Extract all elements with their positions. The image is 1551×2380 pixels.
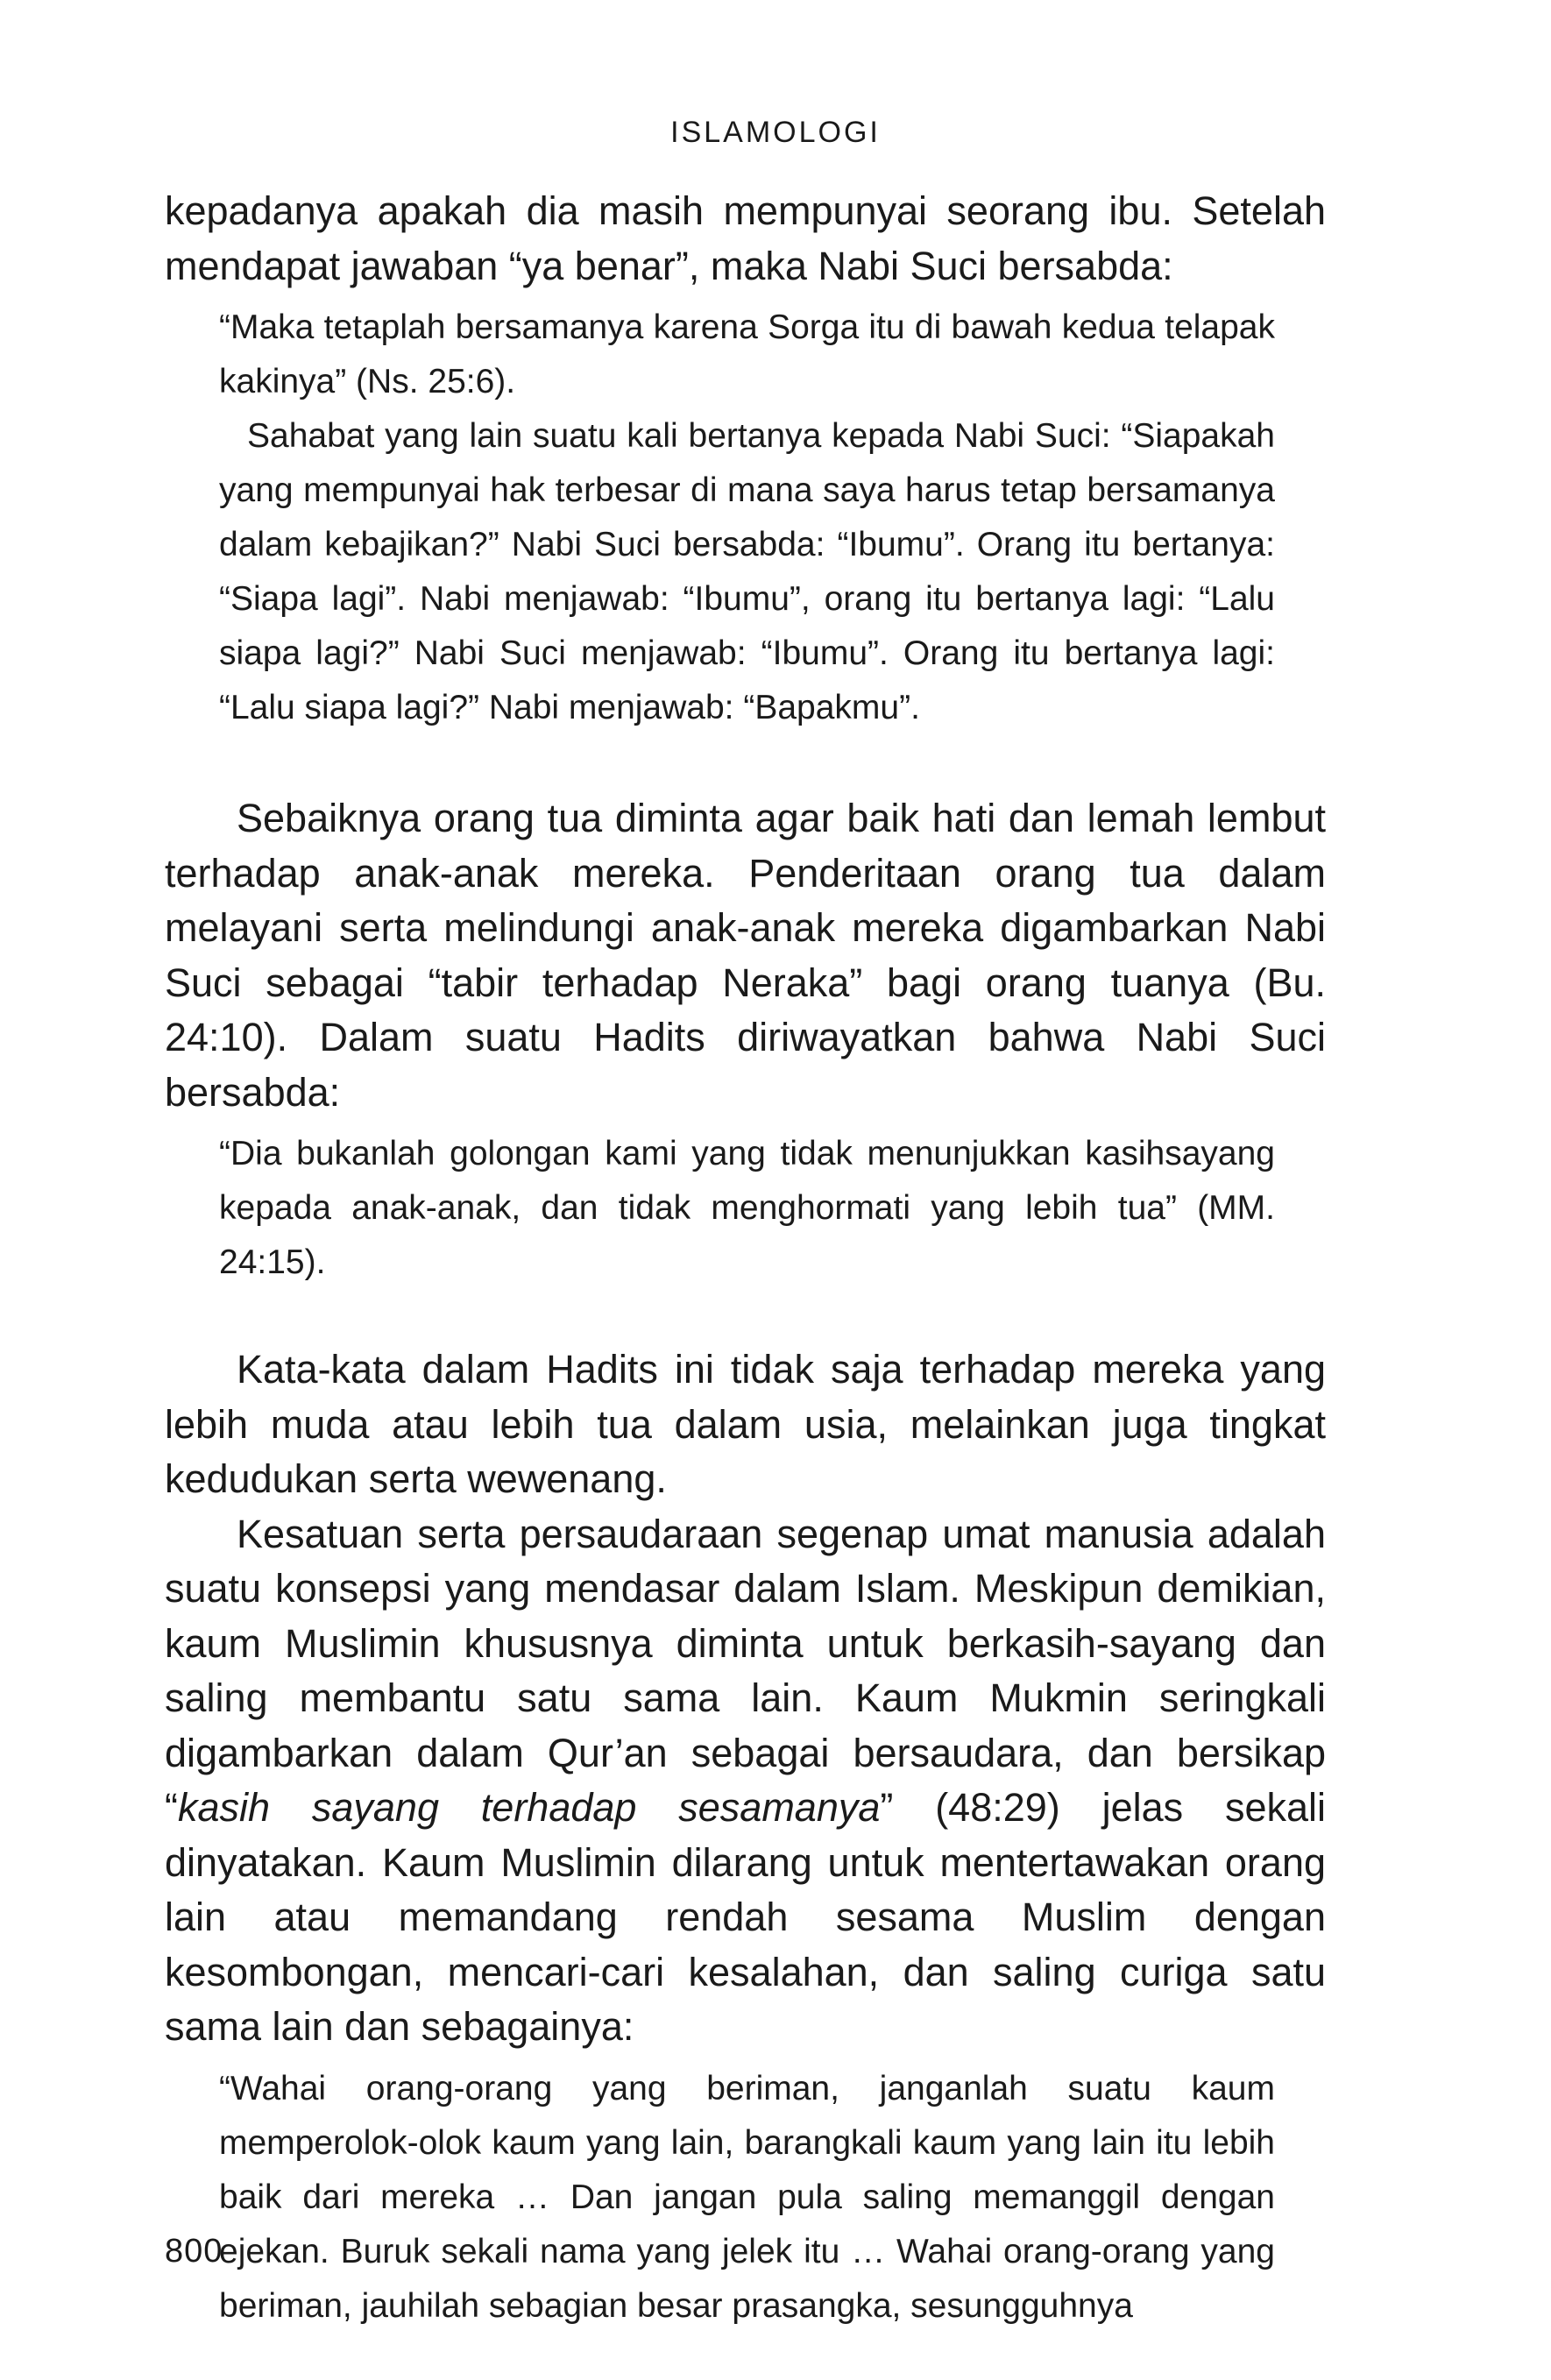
quran-emphasis: kasih sayang terhadap sesamanya xyxy=(178,1785,881,1830)
paragraph-brotherhood-end: ” (48:29) jelas sekali dinyatakan. Kaum Muslimin dilarang untuk mentertawakan orang lain atau memandang rendah sesama Muslim dengan kesombongan, mencari-cari kesalahan, dan saling curiga satu sama lain dan sebagainya: xyxy=(165,1785,1327,2049)
page-body xyxy=(165,184,1326,2334)
hadith-quote-1: “Maka tetaplah bersamanya karena Sorga itu di bawah kedua telapak kakinya” (Ns. 25:6). xyxy=(219,308,1275,400)
running-header: ISLAMOLOGI xyxy=(670,116,881,149)
hadith-quote-3: “Dia bukanlah golongan kami yang tidak menunjukkan kasihsayang kepada anak-anak, dan tidak menghormati yang lebih tua” (MM. 24:15). xyxy=(219,1135,1275,1281)
paragraph-brotherhood-start: Kesatuan serta persaudaraan segenap umat manusia adalah suatu konsepsi yang mendasar dalam Islam. Meskipun demikian, kaum Muslimin khususnya diminta untuk berkasih-sayang dan saling membantu satu sama lain. Kaum Mukmin seringkali digambarkan dalam Qur’an sebagai bersaudara, dan bersikap “ xyxy=(165,1511,1326,1830)
paragraph-continuation: kepadanya apakah dia masih mempunyai seorang ibu. Setelah mendapat jawaban “ya benar”, maka Nabi Suci bersabda: xyxy=(165,188,1326,288)
paragraph-brotherhood xyxy=(165,1507,1326,2055)
quran-quote: “Wahai orang-orang yang beriman, janganlah suatu kaum memperolok-olok kaum yang lain, barangkali kaum yang lain itu lebih baik dari mereka … Dan jangan pula saling memanggil dengan ejekan. Buruk sekali nama yang jelek itu … Wahai orang-orang yang beriman, jauhilah sebagian besar prasangka, sesungguhnya xyxy=(219,2069,1275,2325)
paragraph-hadith-meaning: Kata-kata dalam Hadits ini tidak saja terhadap mereka yang lebih muda atau lebih tua dalam usia, melainkan juga tingkat kedudukan serta wewenang. xyxy=(165,1347,1326,1501)
hadith-quote-2: Sahabat yang lain suatu kali bertanya kepada Nabi Suci: “Siapakah yang mempunyai hak terbesar di mana saya harus tetap bersamanya dalam kebajikan?” Nabi Suci bersabda: “Ibumu”. Orang itu bertanya: “Siapa lagi”. Nabi menjawab: “Ibumu”, orang itu bertanya lagi: “Lalu siapa lagi?” Nabi Suci menjawab: “Ibumu”. Orang itu bertanya lagi: “Lalu siapa lagi?” Nabi menjawab: “Bapakmu”. xyxy=(219,417,1275,726)
paragraph-parents: Sebaiknya orang tua diminta agar baik hati dan lemah lembut terhadap anak-anak mereka. Penderitaan orang tua dalam melayani serta melindungi anak-anak mereka digambarkan Nabi Suci sebagai “tabir terhadap Neraka” bagi orang tuanya (Bu. 24:10). Dalam suatu Hadits diriwayatkan bahwa Nabi Suci bersabda: xyxy=(165,796,1326,1115)
page-number: 800 xyxy=(165,2233,223,2270)
